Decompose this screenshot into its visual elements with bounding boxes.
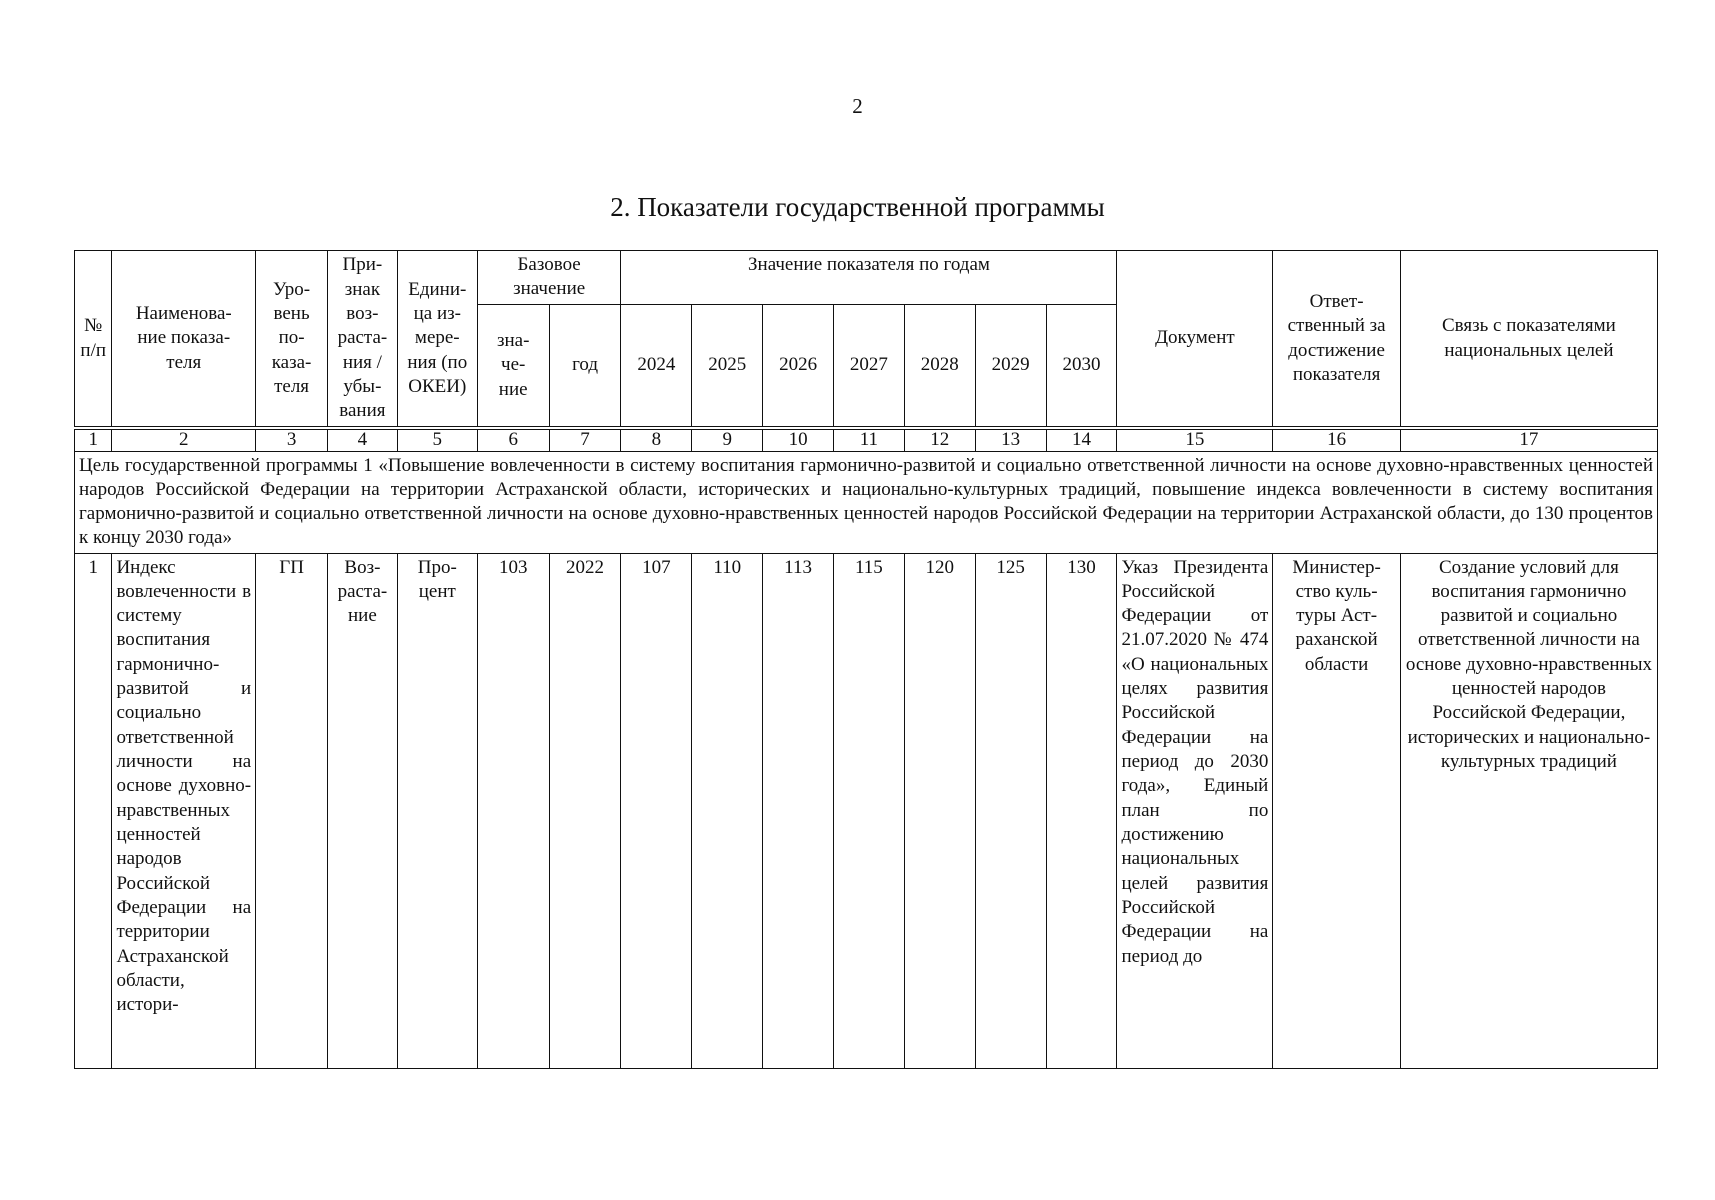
column-number: 14 [1046, 428, 1117, 451]
row-unit: Про- цент [397, 553, 477, 1068]
header-year: 2026 [763, 304, 834, 428]
row-year-value: 125 [975, 553, 1046, 1068]
row-sign: Воз- раста- ние [327, 553, 397, 1068]
row-year-value: 107 [621, 553, 692, 1068]
row-name: Индекс вовлеченности в систему воспитания гармонично-развитой и социально ответственной личности на основе духовно-нравственных ценностей народов Российской Федерации на территории Астраханской области, истори- [112, 553, 256, 1068]
header-base: Базовое значение [477, 251, 621, 305]
row-year-value: 110 [692, 553, 763, 1068]
header-years-group: Значение показателя по годам [621, 251, 1117, 305]
header-base-value: зна- че- ние [477, 304, 549, 428]
row-year-value: 115 [834, 553, 905, 1068]
row-year-value: 113 [763, 553, 834, 1068]
header-num: № п/п [75, 251, 112, 429]
column-number: 4 [327, 428, 397, 451]
column-number: 12 [904, 428, 975, 451]
column-number: 6 [477, 428, 549, 451]
row-document: Указ Президента Российской Федерации от 21.07.2020 № 474 «О национальных целях развития Российской Федерации на период до 2030 года», Единый план по достижению национальных целей развития Российской Федерации на период до [1117, 553, 1273, 1068]
row-base-value: 103 [477, 553, 549, 1068]
column-number: 3 [256, 428, 328, 451]
header-year: 2024 [621, 304, 692, 428]
header-name: Наименова- ние показа- теля [112, 251, 256, 429]
column-number: 5 [397, 428, 477, 451]
table-row [75, 553, 1658, 1068]
row-responsible: Министер- ство куль- туры Аст- раханской области [1273, 553, 1401, 1068]
column-number: 15 [1117, 428, 1273, 451]
column-number: 13 [975, 428, 1046, 451]
row-link: Создание условий для воспитания гармонично развитой и социально ответственной личности на основе духовно-нравственных ценностей народов Российской Федерации, исторических и национально-культурных традиций [1400, 553, 1657, 1068]
page-number: 2 [852, 94, 863, 118]
column-number: 10 [763, 428, 834, 451]
row-base-year: 2022 [549, 553, 621, 1068]
column-number: 8 [621, 428, 692, 451]
header-year: 2028 [904, 304, 975, 428]
row-level: ГП [256, 553, 328, 1068]
row-year-value: 120 [904, 553, 975, 1068]
header-unit: Едини- ца из- мере- ния (по ОКЕИ) [397, 251, 477, 429]
column-number: 11 [834, 428, 905, 451]
column-number: 1 [75, 428, 112, 451]
header-sign: При- знак воз- раста- ния / убы- вания [327, 251, 397, 429]
column-number-row [75, 428, 1658, 451]
header-document: Документ [1117, 251, 1273, 429]
header-link: Связь с показателями национальных целей [1400, 251, 1657, 429]
row-num: 1 [75, 553, 112, 1068]
row-year-value: 130 [1046, 553, 1117, 1068]
column-number: 16 [1273, 428, 1401, 451]
column-number: 9 [692, 428, 763, 451]
column-number: 2 [112, 428, 256, 451]
header-base-year: год [549, 304, 621, 428]
program-goal: Цель государственной программы 1 «Повышение вовлеченности в систему воспитания гармонично-развитой и социально ответственной личности на основе духовно-нравственных ценностей народов Российской Федерации на территории Астраханской области, исторических и национально-культурных традиций, повышение индекса вовлеченности в систему воспитания гармонично-развитой и социально ответственной личности на основе духовно-нравственных ценностей народов Российской Федерации на территории Астраханской области, до 130 процентов к концу 2030 года» [75, 452, 1658, 554]
page-title: 2. Показатели государственной программы [610, 192, 1105, 222]
header-year: 2027 [834, 304, 905, 428]
header-level: Уро- вень по- каза- теля [256, 251, 328, 429]
indicators-table [74, 250, 1658, 1069]
header-year: 2029 [975, 304, 1046, 428]
column-number: 7 [549, 428, 621, 451]
header-year: 2030 [1046, 304, 1117, 428]
header-year: 2025 [692, 304, 763, 428]
column-number: 17 [1400, 428, 1657, 451]
header-responsible: Ответ- ственный за достижение показателя [1273, 251, 1401, 429]
